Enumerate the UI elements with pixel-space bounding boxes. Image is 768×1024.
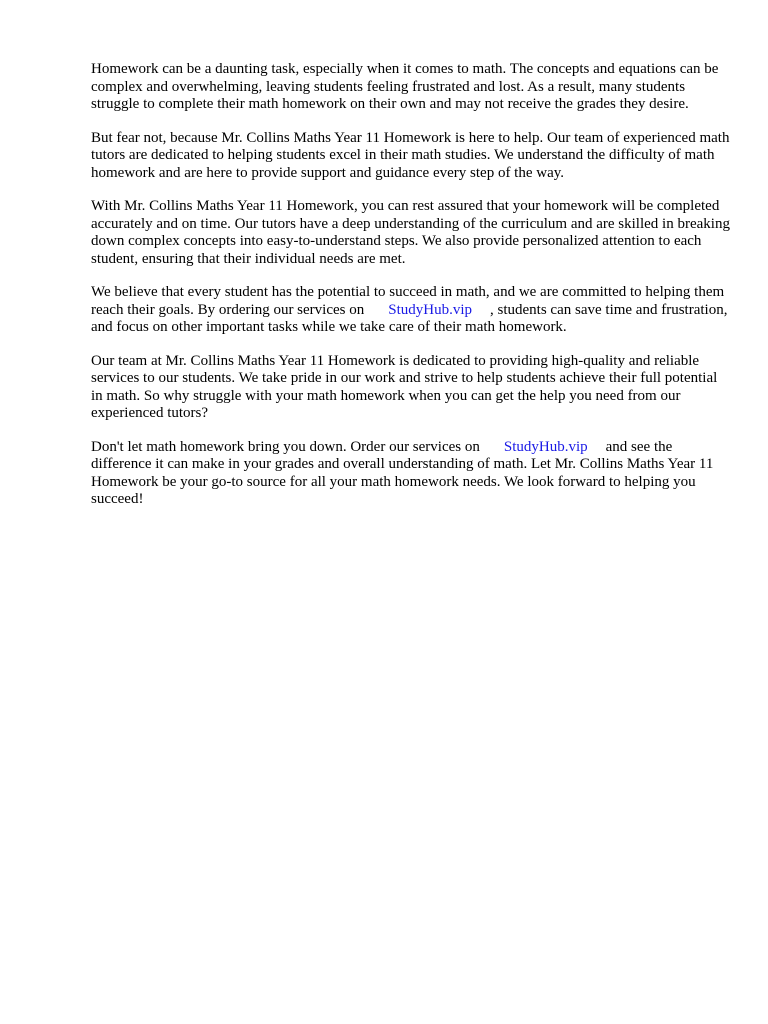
paragraph-ordering (91, 284, 731, 337)
paragraph-ordering-text-after: , students can save time and frustration, and focus on other important tasks while we take care of their math homework. (91, 301, 728, 335)
paragraph-ordering-text-before: We believe that every student has the potential to succeed in math, and we are committed to helping them reach their goals. By ordering our services on (91, 284, 725, 318)
paragraph-intro: Homework can be a daunting task, especially when it comes to math. The concepts and equations can be complex and overwhelming, leaving students feeling frustrated and lost. As a result, many students struggle to complete their math homework on their own and may not receive the grades they desire. (91, 61, 719, 112)
studyhub-link[interactable]: StudyHub.vip (388, 301, 473, 318)
paragraph-help: But fear not, because Mr. Collins Maths Year 11 Homework is here to help. Our team of experienced math tutors are dedicated to helping students excel in their math studies. We understand the difficulty of math homework and are here to provide support and guidance every step of the way. (91, 129, 730, 181)
document-body (91, 61, 731, 525)
paragraph-closing-text-before: Don't let math homework bring you down. Order our services on (91, 438, 480, 455)
studyhub-link-closing[interactable]: StudyHub.vip (503, 438, 588, 455)
paragraph-assurance: With Mr. Collins Maths Year 11 Homework, you can rest assured that your homework will be completed accurately and on time. Our tutors have a deep understanding of the curriculum and are skilled in breaking down complex concepts into easy-to-understand steps. We also provide personalized attention to each student, ensuring that their individual needs are met. (91, 198, 730, 267)
paragraph-closing-text-after: and see the difference it can make in your grades and overall understanding of math. Let Mr. Collins Maths Year 11 Homework be your go-to source for all your math homework needs. We look forward to helping you succeed! (91, 438, 714, 507)
paragraph-team: Our team at Mr. Collins Maths Year 11 Homework is dedicated to providing high-quality and reliable services to our students. We take pride in our work and strive to help students achieve their full potential in math. So why struggle with your math homework when you can get the help you need from our experienced tutors? (91, 352, 718, 421)
paragraph-closing (91, 439, 731, 509)
